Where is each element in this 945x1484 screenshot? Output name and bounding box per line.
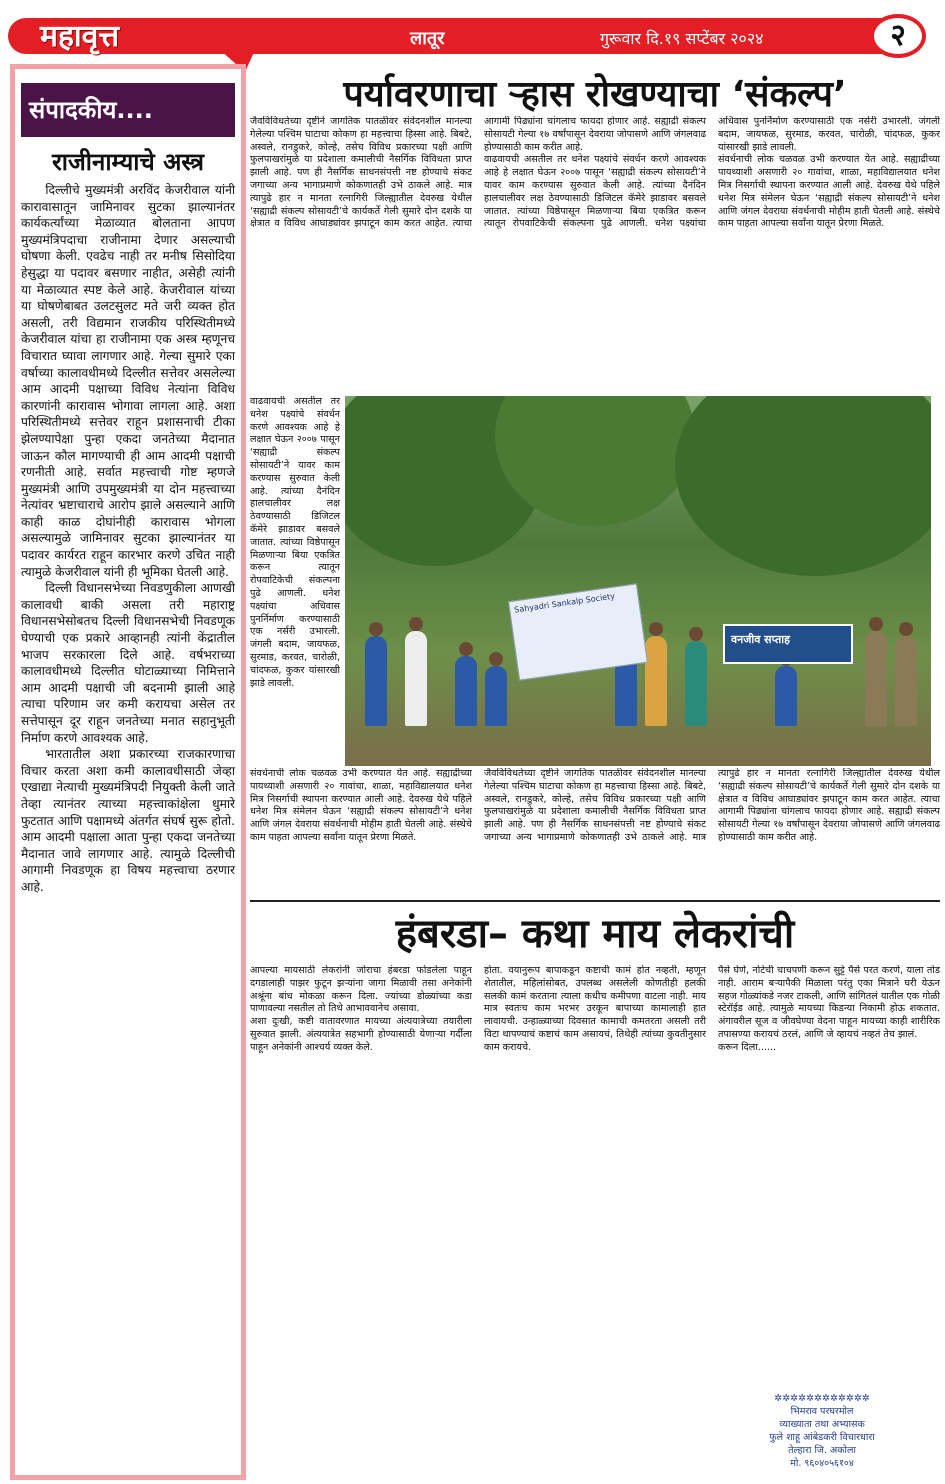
photo-banner: वनजीव सप्ताह (723, 624, 853, 664)
author-org: फुले शाहू आंबेडकरी विचारधारा (769, 1432, 875, 1443)
article1-body-top (250, 116, 940, 394)
paragraph: करून दिला...... (718, 1041, 777, 1053)
editorial-label: संपादकीय.... (21, 83, 235, 137)
author-phone: मो. ९६०४०५६१०४ (790, 1458, 854, 1469)
paragraph: जैवविविधतेच्या दृष्टीने जागतिक पातळीवर संवेदनशील मानल्या गेलेल्या पश्चिम घाटाचा कोकण हा महत्त्वाचा हिस्सा आहे. बिबटे, अस्वले, रानडुकरे, कोल्हे, तसेच विविध प्रकारच्या पक्षी आणि फुलपाखरांमुळे या प्रदेशाला कमालीची नैसर्गिक विविधता प्राप्त झाली आहे. पण ही नैसर्गिक साधनसंपत्ती नष्ट होण्याचे संकट जगाच्या अन्य भागाप्रमाणे कोकणातही उभे ठाकले आहे. मात्र त्यापुढे हार न मानता रत्नागिरी जिल्ह्यातील देवरुख येथील ‘सह्याद्री संकल्प सोसायटी’चे कार्यकर्ते गेली सुमारे दोन दशके या क्षेत्रात व विविध आघाड्यांवर झपाटून काम करत आहेत. त्याचा आगामी पिढ्यांना चांगलाच फायदा होणार आहे. सह्याद्री संकल्प सोसायटी गेल्या १७ वर्षांपासून देवराया जोपासणे आणि जंगलवाढ होण्यासाठी काम करीत आहे. (484, 768, 940, 843)
author-signature (712, 1392, 932, 1470)
separator-stars: ✲✲✲✲✲✲✲✲✲✲✲✲ (774, 1393, 870, 1404)
paragraph: वाढवायची असतील तर धनेश पक्ष्यांचे संवर्धन करणे आवश्यक आहे हे लक्षात घेऊन २००७ पासून ‘सह्याद्री संकल्प सोसायटी’ने यावर काम करण्यास सुरुवात केली आहे. त्यांच्या दैनंदिन हालचालीवर लक्ष ठेवण्यासाठी डिजिटल कॅमेरे झाडावर बसवले जातात. त्यांच्या विष्ठेपासून मिळणाऱ्या बिया एकत्रित करून त्यातून रोपवाटिकेची संकल्पना पुढे आणली. धनेश पक्ष्यांचा अधिवास पुनर्निर्माण करण्यासाठी एक नर्सरी उभारली. जंगली बदाम, जायफळ, सुरमाड, करवत, चारोळी, चांदफळ, कुकर यांसारखी झाडे लावली. (484, 116, 940, 230)
author-place: तेल्हारा जि. अकोला (788, 1445, 856, 1456)
author-name: भिमराव परघरमोल (790, 1406, 854, 1417)
paragraph: वाढवायची असतील तर धनेश पक्ष्यांचे संवर्धन करणे आवश्यक आहे हे लक्षात घेऊन २००७ पासून ‘सह्याद्री संकल्प सोसायटी’ने यावर काम करण्यास सुरुवात केली आहे. त्यांच्या दैनंदिन हालचालीवर लक्ष ठेवण्यासाठी डिजिटल कॅमेरे झाडावर बसवले जातात. त्यांच्या विष्ठेपासून मिळणाऱ्या बिया एकत्रित करून त्यातून रोपवाटिकेची संकल्पना पुढे आणली. धनेश पक्ष्यांचा अधिवास पुनर्निर्माण करण्यासाठी एक नर्सरी उभारली. जंगली बदाम, जायफळ, सुरमाड, करवत, चारोळी, चांदफळ, कुकर यांसारखी झाडे लावली. (250, 396, 340, 689)
editorial-column (10, 64, 246, 1480)
editorial-title: राजीनाम्याचे अस्त्र (51, 148, 205, 176)
article1-side-column (250, 396, 340, 766)
article2-body (250, 965, 940, 1390)
paragraph: संवर्धनाची लोक चळवळ उभी करण्यात येत आहे. सह्याद्रीच्या पायथ्याशी असणारी २० गावांचा, शाळा, महाविद्यालयात धनेश मित्र निसर्गाची स्थापना करण्यात आली आहे. देवरुख येथे पहिले धनेश मित्र संमेलन घेऊन ‘सह्याद्री संकल्प सोसायटी’ने धनेश आणि जंगल देवराया संवर्धनाची मोहीम हाती घेतली आहे. संस्थेचे काम पाहता आपल्या सर्वांना यातून प्रेरणा मिळते. (718, 154, 940, 230)
photo-banner: Sahyadri Sankalp Society (508, 583, 648, 680)
paragraph: पैसे घेणे, नोटेची चाचपणी करून सुट्टे पैसे परत करणे, याला तोड नाही. आराम बऱ्यापैकी मिळाला परंतु एका मित्राने घरी येऊन सहज गोळ्यांकडे नजर टाकली, आणि सांगितलं यातील एक गोळी स्टेरॉईड आहे. त्यामुळे मायच्या किडन्या निकामी होऊ शकतात. अंगावरील सूज व जीवघेण्या वेदना पाहून मायच्या काही शारीरिक तपासण्या करायचं ठरलं, आणि जे व्हायचं नव्हतं तेच झालं. (718, 965, 940, 1040)
author-role: व्याख्याता तथा अभ्यासक (779, 1419, 865, 1430)
edition-city: लातूर (410, 28, 445, 49)
edition-date: गुरूवार दि.१९ सप्टेंबर २०२४ (600, 29, 764, 48)
paragraph: आपल्या मायसाठी लेकरांनी जोराचा हंबरडा फोडलेला पाहून दगडालाही पाझर फुटून झऱ्यांना जागा मिळावी तसा अनेकांनी अश्रूंना बांध मोकळा करून दिला. ज्यांच्या डोळ्यांच्या कडा पाणावल्या नसतील तो तिथे आभाववानेच असावा. (250, 965, 472, 1015)
paragraph: जैवविविधतेच्या दृष्टीने जागतिक पातळीवर संवेदनशील मानल्या गेलेल्या पश्चिम घाटाचा कोकण हा महत्त्वाचा हिस्सा आहे. बिबटे, अस्वले, रानडुकरे, कोल्हे, तसेच विविध प्रकारच्या पक्षी आणि फुलपाखरांमुळे या प्रदेशाला कमालीची नैसर्गिक विविधता प्राप्त झाली आहे. पण ही नैसर्गिक साधनसंपत्ती नष्ट होण्याचे संकट जगाच्या अन्य भागाप्रमाणे कोकणातही उभे ठाकले आहे. मात्र त्यापुढे हार न मानता रत्नागिरी जिल्ह्यातील देवरुख येथील ‘सह्याद्री संकल्प सोसायटी’चे कार्यकर्ते गेली सुमारे दोन दशके या क्षेत्रात व विविध आघाड्यांवर झपाटून काम करत आहेत. त्याचा आगामी पिढ्यांना चांगलाच फायदा होणार आहे. सह्याद्री संकल्प सोसायटी गेल्या १७ वर्षांपासून देवराया जोपासणे आणि जंगलवाढ होण्यासाठी काम करीत आहे. (250, 116, 706, 230)
article1-body-bottom (250, 768, 940, 893)
page-number: २ (870, 14, 926, 58)
paragraph: भारतातील अशा प्रकारच्या राजकारणाचा विचार करता अशा कमी कालावधीसाठी जेव्हा एखाद्या नेत्याची मुख्यमंत्रिपदी नियुक्ती केली जाते तेव्हा त्यानंतर त्याच्या महत्त्वाकांक्षेला धुमारे फुटतात आणि पक्षामध्ये अंतर्गत संघर्ष सुरू होतो. आम आदमी पक्षाला आता पुन्हा एकदा जनतेच्या मैदानात जावे लागणार आहे. त्यामुळे दिल्लीची आगामी निवडणूक हा विषय महत्त्वाचा ठरणार आहे. (21, 747, 235, 894)
article1-headline: पर्यावरणाचा ऱ्हास रोखण्याचा ‘संकल्प’ (343, 74, 847, 115)
divider (250, 900, 940, 902)
masthead-logo: महावृत्त (40, 19, 120, 54)
article2-headline: हंबरडा– कथा माय लेकरांची (395, 911, 795, 957)
editorial-body (21, 182, 235, 896)
paragraph: होता. वयानुरूप बापाकडून कष्टाची कामं होत नव्हती, म्हणून शेतातील, महिलांसोबत, उपलब्ध असलेली कोणतीही हलकी सलकी कामं करताना त्याला कधीच कमीपणा वाटला नाही. माय मात्र स्वतःच काम भरभर उरकून बापाच्या कामालाही हात लावायची. उन्हाळ्याच्या दिवसात कामाची कमतरता असली तरी विटा थापण्याचं कष्टाचं काम असायचं, तिथेही त्यांच्या कुवतीनुसार काम करायचे. (484, 965, 706, 1053)
paragraph: दिल्लीचे मुख्यमंत्री अरविंद केजरीवाल यांनी कारावासातून जामिनावर सुटका झाल्यानंतर कार्यकर्त्यांच्या मेळाव्यात बोलताना आपण मुख्यमंत्रिपदाचा राजीनामा देणार असल्याची घोषणा केली. एवढेच नाही तर मनीष सिसोदिया हेसुद्धा या पदावर बसणार नाहीत, असेही त्यांनी या मेळाव्यात स्पष्ट केले आहे. केजरीवाल यांच्या या घोषणेबाबत उलटसुलट मते जरी व्यक्त होत असली, तरी विद्यमान राजकीय परिस्थितीमध्ये केजरीवाल यांचा हा राजीनामा एक अस्त्र म्हणूनच विचारात घ्यावा लागणार आहे. गेल्या सुमारे एका वर्षाच्या कालावधीमध्ये दिल्लीत सत्तेवर असलेल्या आम आदमी पक्षाच्या विविध नेत्यांना विविध कारणांनी कारावास भोगावा लागला आहे. अशा परिस्थितीमध्ये सत्तेवर राहून प्रशासनाची टीका झेलण्यापेक्षा पुन्हा एकदा जनतेच्या मैदानात जाऊन कौल मागण्याची ही आम आदमी पक्षाची रणनीती आहे. सर्वात महत्त्वाची गोष्ट म्हणजे मुख्यमंत्री आणि उपमुख्यमंत्री या दोन महत्त्वाच्या नेत्यांवर भ्रष्टाचाराचे आरोप झाले असल्याने आणि काही काळ दोघांनीही कारावास भोगला असल्यामुळे जामिनावर सुटका झाल्यानंतर या पदावर कार्यरत राहून कारभार करणे उचित नाही त्यामुळे केजरीवाल यांनी ही भूमिका घेतली आहे. (21, 183, 235, 579)
paragraph: दिल्ली विधानसभेच्या निवडणुकीला आणखी कालावधी बाकी असला तरी महाराष्ट्र विधानसभेसोबतच दिल्ली विधानसभेची निवडणूक घेण्याची एक प्रकारे आव्हानही त्यांनी केंद्रातील भाजप सरकारला दिले आहे. वर्षभराच्या कालावधीमध्ये दिल्लीत घोटाळ्याच्या निमित्ताने आम आदमी पक्षाची जी बदनामी झाली आहे त्याचा परिणाम जर कमी करायचा असेल तर सत्तेपासून दूर राहून जनतेच्या मनात सहानुभूती निर्माण करणे आवश्यक आहे. (21, 581, 235, 745)
article1-photo (345, 396, 931, 766)
paragraph: अशा दुःखी, कष्टी वातावरणात मायच्या अंत्ययात्रेच्या तयारीला सुरुवात झाली. अंत्ययात्रेत सहभागी होण्यासाठी येणाऱ्या गर्दीला पाहून अनेकांनी आश्चर्य व्यक्त केले. (250, 1016, 472, 1053)
paragraph: संवर्धनाची लोक चळवळ उभी करण्यात येत आहे. सह्याद्रीच्या पायथ्याशी असणारी २० गावांचा, शाळा, महाविद्यालयात धनेश मित्र निसर्गाची स्थापना करण्यात आली आहे. देवरुख येथे पहिले धनेश मित्र संमेलन घेऊन ‘सह्याद्री संकल्प सोसायटी’ने धनेश आणि जंगल देवराया संवर्धनाची मोहीम हाती घेतली आहे. संस्थेचे काम पाहता आपल्या सर्वांना यातून प्रेरणा मिळते. (250, 768, 472, 843)
